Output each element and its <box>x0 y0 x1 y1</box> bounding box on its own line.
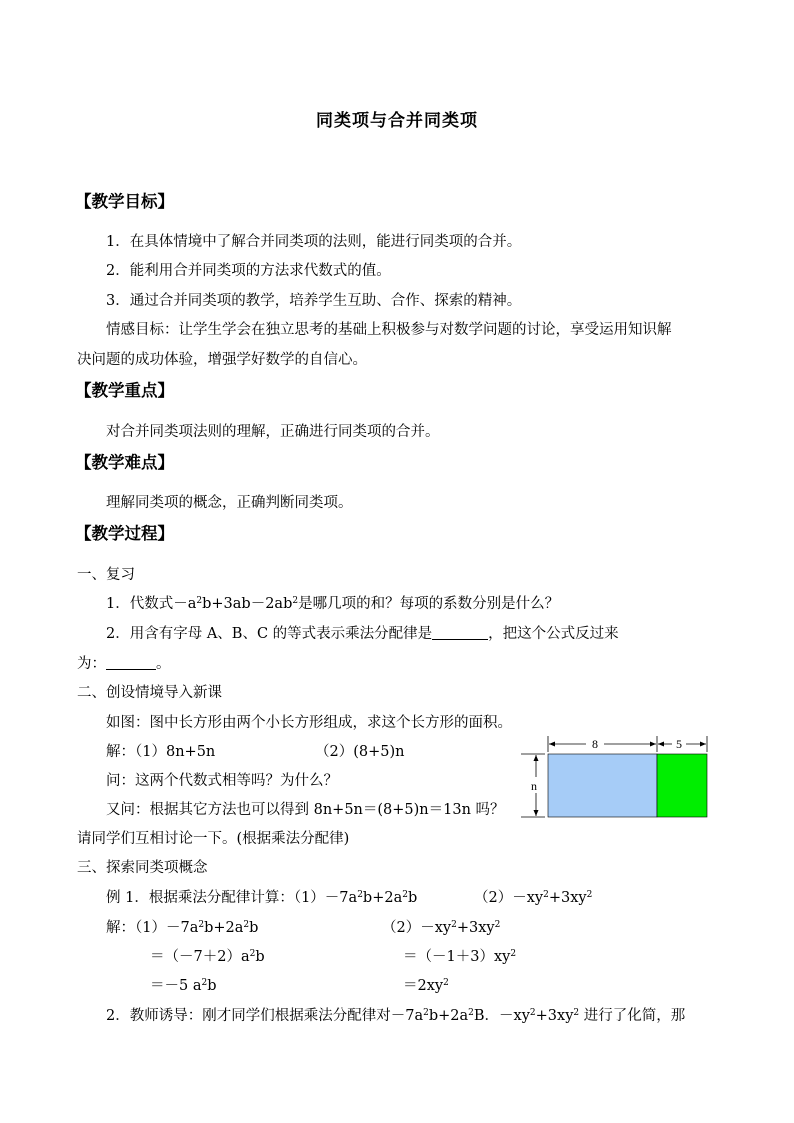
objective-item-3: 3．通过合并同类项的教学，培养学生互助、合作、探索的精神。 <box>106 293 522 309</box>
difficulties-heading: 【教学难点】 <box>75 453 174 472</box>
example-1-part-2: $(2)-xy^2+3xy^2$ <box>474 890 593 906</box>
objectives-heading: 【教学目标】 <box>75 192 174 211</box>
label-width-right: 5 <box>676 737 682 751</box>
rectangle-area-figure <box>518 733 718 823</box>
scenario-again: 又问：根据其它方法也可以得到 8n+5n＝(8+5)n＝13n 吗？ <box>106 802 505 818</box>
scenario-intro: 如图：图中长方形由两个小长方形组成，求这个长方形的面积。 <box>106 715 512 731</box>
scenario-question: 问：这两个代数式相等吗？为什么？ <box>106 773 338 789</box>
solution-step-2a: $=(-7+2)a^2b$ <box>150 949 265 965</box>
label-width-left: 8 <box>592 737 598 751</box>
teacher-guidance: 2．教师诱导：刚才同学们根据乘法分配律对$-7a^2b+2a^2B$．$-xy^2+3xy^2$ 进行了化简，那 <box>106 1008 686 1024</box>
solution-step-1a: 解：$(1)-7a^2b+2a^2b$ <box>106 920 259 936</box>
solution-step-2b: $=(-1+3)xy^2$ <box>403 949 517 965</box>
emotion-objective-line1: 情感目标：让学生学会在独立思考的基础上积极参与对数学问题的讨论，享受运用知识解 <box>106 322 672 338</box>
solution-step-1b: $(2)-xy^2+3xy^2$ <box>382 920 501 936</box>
explore-heading: 三、探索同类项概念 <box>77 860 208 876</box>
emotion-objective-line2: 决问题的成功体验，增强学好数学的自信心。 <box>77 352 367 368</box>
process-heading: 【教学过程】 <box>75 524 174 543</box>
objective-item-1: 1．在具体情境中了解合并同类项的法则，能进行同类项的合并。 <box>106 234 522 250</box>
rect-right <box>657 754 707 817</box>
key-points-text: 对合并同类项法则的理解，正确进行同类项的合并。 <box>106 424 440 440</box>
review-question-2: 2．用含有字母 A、B、C 的等式表示乘法分配律是 ，把这个公式反过来 <box>106 626 619 642</box>
rect-left <box>548 754 657 817</box>
label-height: n <box>531 779 537 793</box>
objective-item-2: 2．能利用合并同类项的方法求代数式的值。 <box>106 263 391 279</box>
review-question-1: 1．代数式$-a^2b+3ab-2ab^2$是哪几项的和？每项的系数分别是什么？ <box>106 596 560 612</box>
solution-step-3a: ＝－5 $a^2b$ <box>150 978 217 994</box>
answer-blank-1[interactable] <box>432 624 488 640</box>
solution-step-3b: $=2xy^2$ <box>403 978 449 994</box>
page-title: 同类项与合并同类项 <box>316 111 478 131</box>
answer-blank-2[interactable] <box>106 654 156 670</box>
scenario-solution-2: （2）(8+5)n <box>315 744 405 760</box>
review-question-2-cont: 为： 。 <box>77 656 171 672</box>
key-points-heading: 【教学重点】 <box>75 381 174 400</box>
review-heading: 一、复习 <box>77 567 135 583</box>
scenario-discuss: 请同学们互相讨论一下。(根据乘法分配律) <box>77 831 350 847</box>
difficulties-text: 理解同类项的概念，正确判断同类项。 <box>106 495 353 511</box>
example-1: 例 1．根据乘法分配律计算：$(1)-7a^2b+2a^2b$ <box>106 890 418 906</box>
scenario-heading: 二、创设情境导入新课 <box>77 685 222 701</box>
scenario-solution-1: 解：（1）8n+5n <box>106 744 216 760</box>
